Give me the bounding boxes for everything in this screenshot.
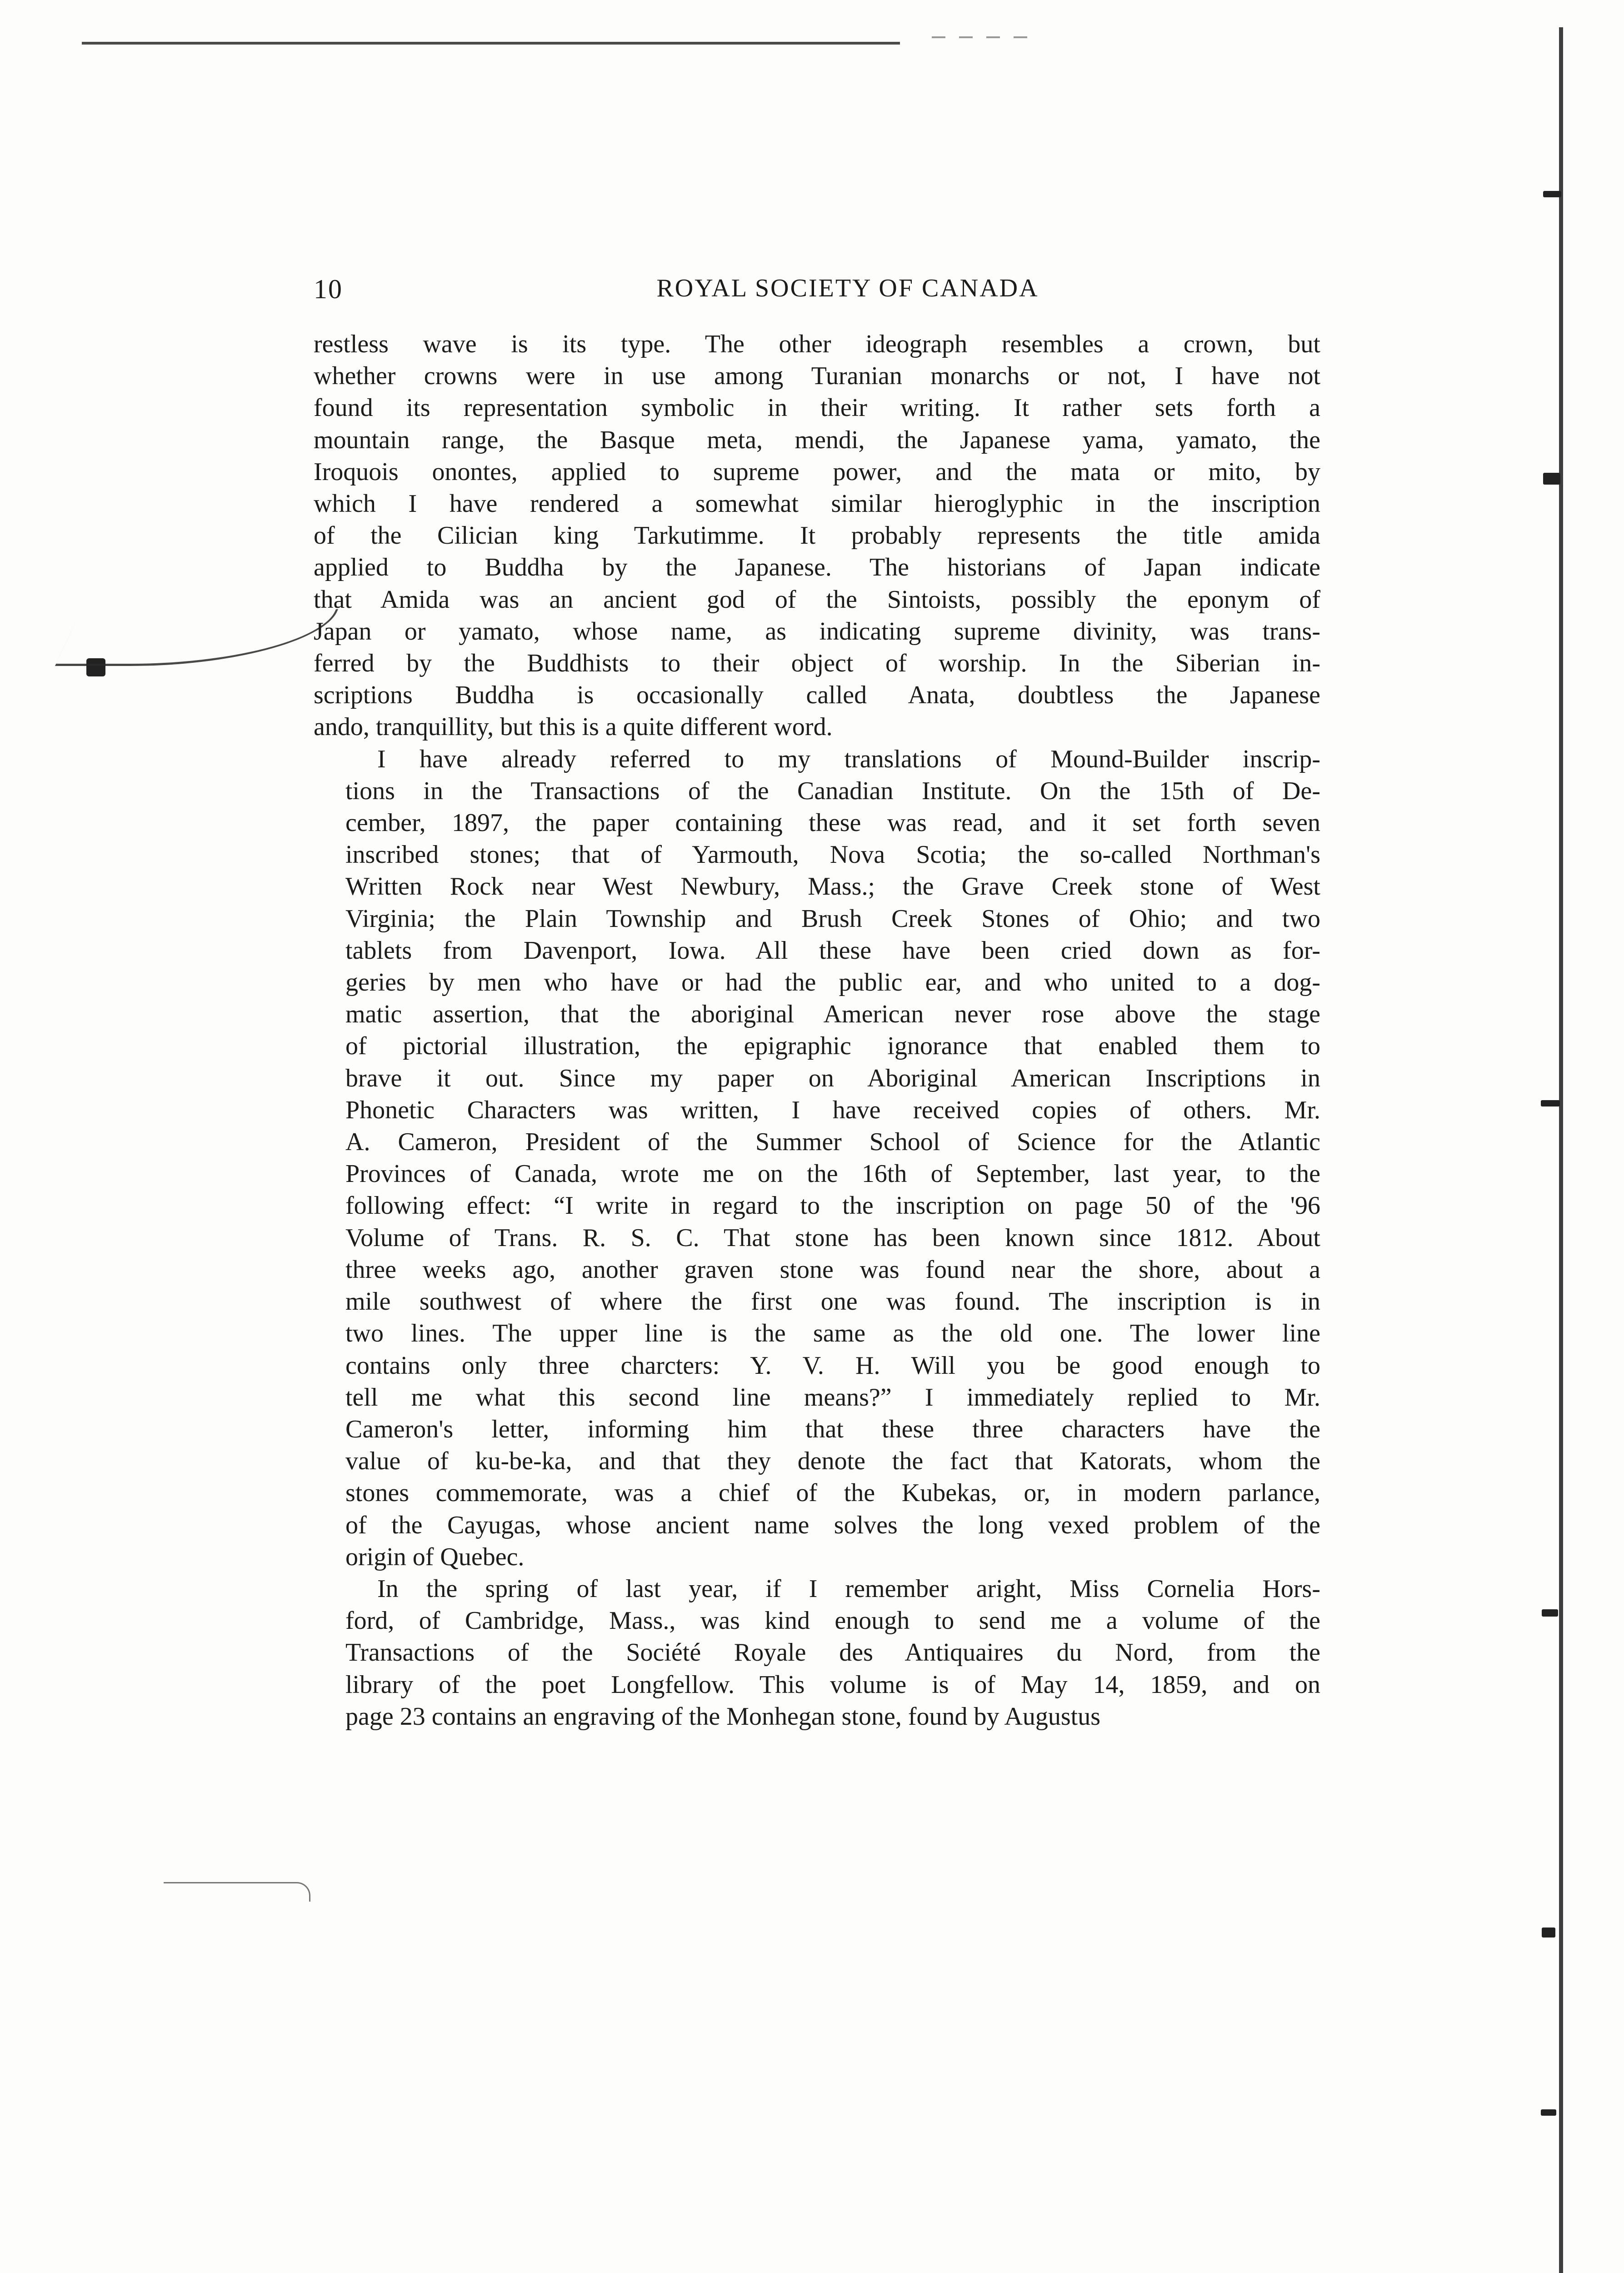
text-line: brave it out. Since my paper on Aboriginal American Inscriptions in xyxy=(345,1064,1320,1092)
text-line: Iroquois onontes, applied to supreme power, and the mata or mito, by xyxy=(314,457,1320,486)
text-line: ando, tranquillity, but this is a quite different word. xyxy=(314,713,833,741)
text-line: In the spring of last year, if I remember aright, Miss Cornelia Hors- xyxy=(377,1574,1320,1603)
text-line: ford, of Cambridge, Mass., was kind enough to send me a volume of the xyxy=(345,1607,1320,1635)
pen-mark-bracket xyxy=(164,1882,310,1902)
text-line: cember, 1897, the paper containing these was read, and it set forth seven xyxy=(345,809,1320,837)
text-line: page 23 contains an engraving of the Monhegan stone, found by Augustus xyxy=(345,1702,1101,1731)
text-line: of the Cayugas, whose ancient name solves the long vexed problem of the xyxy=(345,1511,1320,1539)
text-line: scriptions Buddha is occasionally called Anata, doubtless the Japanese xyxy=(314,681,1320,710)
text-line: library of the poet Longfellow. This volume is of May 14, 1859, and on xyxy=(345,1670,1320,1699)
text-line: contains only three charcters: Y. V. H. Will you be good enough to xyxy=(345,1351,1320,1380)
page-header xyxy=(314,274,1368,315)
binding-mark xyxy=(1541,1100,1560,1106)
text-line: following effect: “I write in regard to the inscription on page 50 of the '96 xyxy=(345,1192,1320,1220)
text-line: matic assertion, that the aboriginal American never rose above the stage xyxy=(345,1000,1320,1029)
page-number: 10 xyxy=(314,274,343,304)
text-line: applied to Buddha by the Japanese. The historians of Japan indicate xyxy=(314,553,1320,582)
paragraph xyxy=(314,743,1320,1573)
text-line: value of ku-be-ka, and that they denote the fact that Katorats, whom the xyxy=(345,1447,1320,1476)
text-line: stones commemorate, was a chief of the Kubekas, or, in modern parlance, xyxy=(345,1479,1320,1507)
binding-mark xyxy=(1543,191,1561,197)
text-line: Phonetic Characters was written, I have received copies of others. Mr. xyxy=(345,1096,1320,1124)
binding-mark xyxy=(1541,2109,1556,2116)
text-line: A. Cameron, President of the Summer School of Science for the Atlantic xyxy=(345,1128,1320,1157)
paragraph xyxy=(314,1573,1320,1732)
text-line: Written Rock near West Newbury, Mass.; the Grave Creek stone of West xyxy=(345,872,1320,901)
text-line: mile southwest of where the first one was found. The inscription is in xyxy=(345,1287,1320,1316)
binding-mark xyxy=(1542,1609,1558,1617)
text-line: mountain range, the Basque meta, mendi, the Japanese yama, yamato, the xyxy=(314,426,1320,454)
text-line: geries by men who have or had the public ear, and who united to a dog- xyxy=(345,968,1320,997)
text-line: Cameron's letter, informing him that these three characters have the xyxy=(345,1415,1320,1443)
running-head: ROYAL SOCIETY OF CANADA xyxy=(656,274,1039,302)
paragraph xyxy=(314,328,1320,743)
text-line: inscribed stones; that of Yarmouth, Nova Scotia; the so-called Northman's xyxy=(345,841,1320,869)
text-line: whether crowns were in use among Turanian monarchs or not, I have not xyxy=(314,362,1320,391)
text-line: Provinces of Canada, wrote me on the 16th of September, last year, to the xyxy=(345,1160,1320,1188)
text-line: two lines. The upper line is the same as the old one. The lower line xyxy=(345,1319,1320,1348)
text-line: tell me what this second line means?” I immediately replied to Mr. xyxy=(345,1383,1320,1412)
text-line: tions in the Transactions of the Canadian Institute. On the 15th of De- xyxy=(345,776,1320,805)
text-line: tablets from Davenport, Iowa. All these have been cried down as for- xyxy=(345,936,1320,965)
text-line: Japan or yamato, whose name, as indicating supreme divinity, was trans- xyxy=(314,617,1320,646)
text-line: restless wave is its type. The other ideograph resembles a crown, but xyxy=(314,330,1320,358)
binding-edge-line xyxy=(1559,27,1563,2273)
text-line: that Amida was an ancient god of the Sintoists, possibly the eponym of xyxy=(314,585,1320,614)
text-line: I have already referred to my translations of Mound-Builder inscrip- xyxy=(377,745,1320,773)
binding-mark xyxy=(1543,473,1560,485)
scan-edge-dash xyxy=(932,36,1041,38)
text-line: of the Cilician king Tarkutimme. It probably represents the title amida xyxy=(314,521,1320,550)
text-line: which I have rendered a somewhat similar hieroglyphic in the inscription xyxy=(314,490,1320,518)
text-line: Volume of Trans. R. S. C. That stone has been known since 1812. About xyxy=(345,1223,1320,1252)
text-line: Virginia; the Plain Township and Brush Creek Stones of Ohio; and two xyxy=(345,904,1320,933)
text-line: of pictorial illustration, the epigraphic ignorance that enabled them to xyxy=(345,1032,1320,1061)
text-line: found its representation symbolic in their writing. It rather sets forth a xyxy=(314,394,1320,422)
binding-mark xyxy=(1542,1928,1555,1938)
text-line: Transactions of the Société Royale des Antiquaires du Nord, from the xyxy=(345,1638,1320,1667)
pen-mark-curve xyxy=(55,609,338,666)
text-line: three weeks ago, another graven stone was found near the shore, about a xyxy=(345,1255,1320,1284)
body-text xyxy=(314,328,1320,1732)
text-line: ferred by the Buddhists to their object of worship. In the Siberian in- xyxy=(314,649,1320,678)
text-line: origin of Quebec. xyxy=(345,1542,525,1571)
scan-edge-rule xyxy=(82,42,900,45)
